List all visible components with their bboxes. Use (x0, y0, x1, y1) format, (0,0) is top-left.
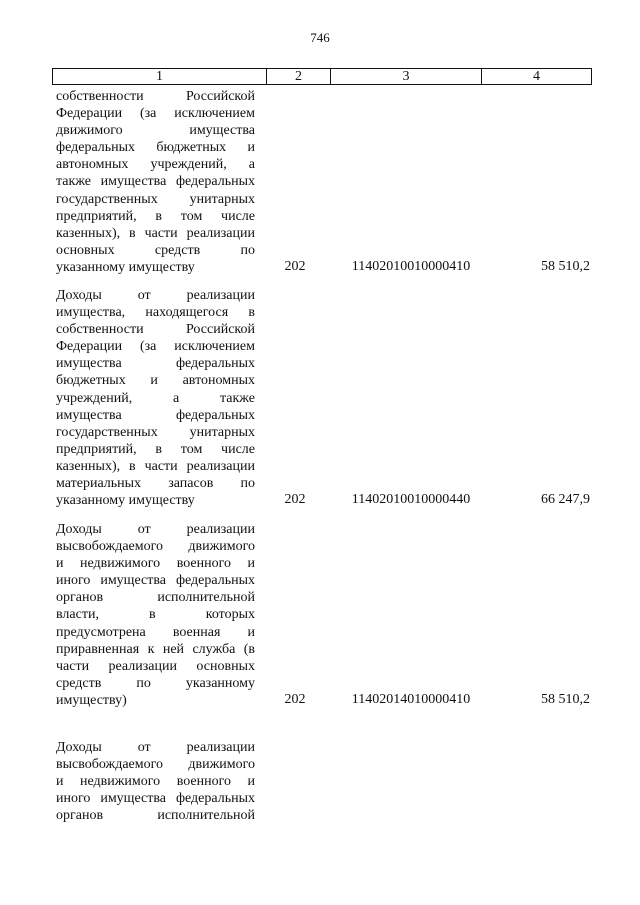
description-line: власти, в которых (56, 607, 255, 623)
description-line: Доходы от реализации (56, 522, 255, 537)
description-line: федеральных бюджетных и (56, 140, 255, 156)
admin-code: 202 (284, 492, 306, 507)
description-line: предусмотрена военная и (56, 624, 255, 640)
admin-code: 202 (284, 259, 306, 274)
description-line: предприятий, в том числе (56, 441, 255, 457)
row-description (56, 739, 255, 824)
description-line: высвобождаемого движимого (56, 757, 255, 773)
description-line: основных средств по (56, 242, 255, 258)
description-line: органов исполнительной (56, 808, 255, 824)
description-line: собственности Российской (56, 89, 255, 104)
description-line: также имущества федеральных (56, 174, 255, 190)
amount-value: 58 510,2 (541, 692, 590, 707)
description-line: указанному имуществу (56, 493, 195, 509)
description-line: иного имущества федеральных (56, 791, 255, 807)
description-line: части реализации основных (56, 658, 255, 674)
description-line: материальных запасов по (56, 476, 255, 492)
description-line: собственности Российской (56, 322, 255, 338)
admin-code: 202 (284, 692, 306, 707)
description-line: Доходы от реализации (56, 740, 255, 755)
column-header-3: 3 (331, 69, 482, 84)
description-line: Доходы от реализации (56, 288, 255, 303)
description-line: приравненная к ней служба (в (56, 641, 255, 657)
description-line: учреждений, а также (56, 390, 255, 406)
table-header (52, 68, 592, 85)
budget-classification-code: 11402010010000440 (351, 492, 471, 507)
description-line: казенных), в части реализации (56, 458, 255, 474)
description-line: автономных учреждений, а (56, 157, 255, 173)
description-line: движимого имущества (56, 123, 255, 139)
description-line: Федерации (за исключением (56, 339, 255, 355)
budget-classification-code: 11402010010000410 (351, 259, 471, 274)
row-description (56, 287, 255, 509)
column-header-4: 4 (533, 68, 540, 84)
description-line: государственных унитарных (56, 191, 255, 207)
description-line: имуществу) (56, 692, 127, 708)
amount-value: 58 510,2 (541, 259, 590, 274)
description-line: и недвижимого военного и (56, 774, 255, 790)
description-line: и недвижимого военного и (56, 556, 255, 572)
description-line: иного имущества федеральных (56, 573, 255, 589)
description-line: государственных унитарных (56, 424, 255, 440)
description-line: имущества федеральных (56, 407, 255, 423)
description-line: органов исполнительной (56, 590, 255, 606)
description-line: казенных), в части реализации (56, 225, 255, 241)
description-line: имущества федеральных (56, 356, 255, 372)
description-line: средств по указанному (56, 675, 255, 691)
description-line: Федерации (за исключением (56, 106, 255, 122)
description-line: высвобождаемого движимого (56, 539, 255, 555)
column-header-1: 1 (53, 69, 267, 84)
row-description (56, 521, 255, 709)
description-line: имущества, находящегося в (56, 305, 255, 321)
description-line: указанному имуществу (56, 259, 195, 275)
description-line: предприятий, в том числе (56, 208, 255, 224)
description-line: бюджетных и автономных (56, 373, 255, 389)
amount-value: 66 247,9 (541, 492, 590, 507)
page-number: 746 (310, 30, 330, 45)
budget-classification-code: 11402014010000410 (351, 692, 471, 707)
row-description (56, 88, 255, 276)
column-header-2: 2 (267, 69, 331, 84)
